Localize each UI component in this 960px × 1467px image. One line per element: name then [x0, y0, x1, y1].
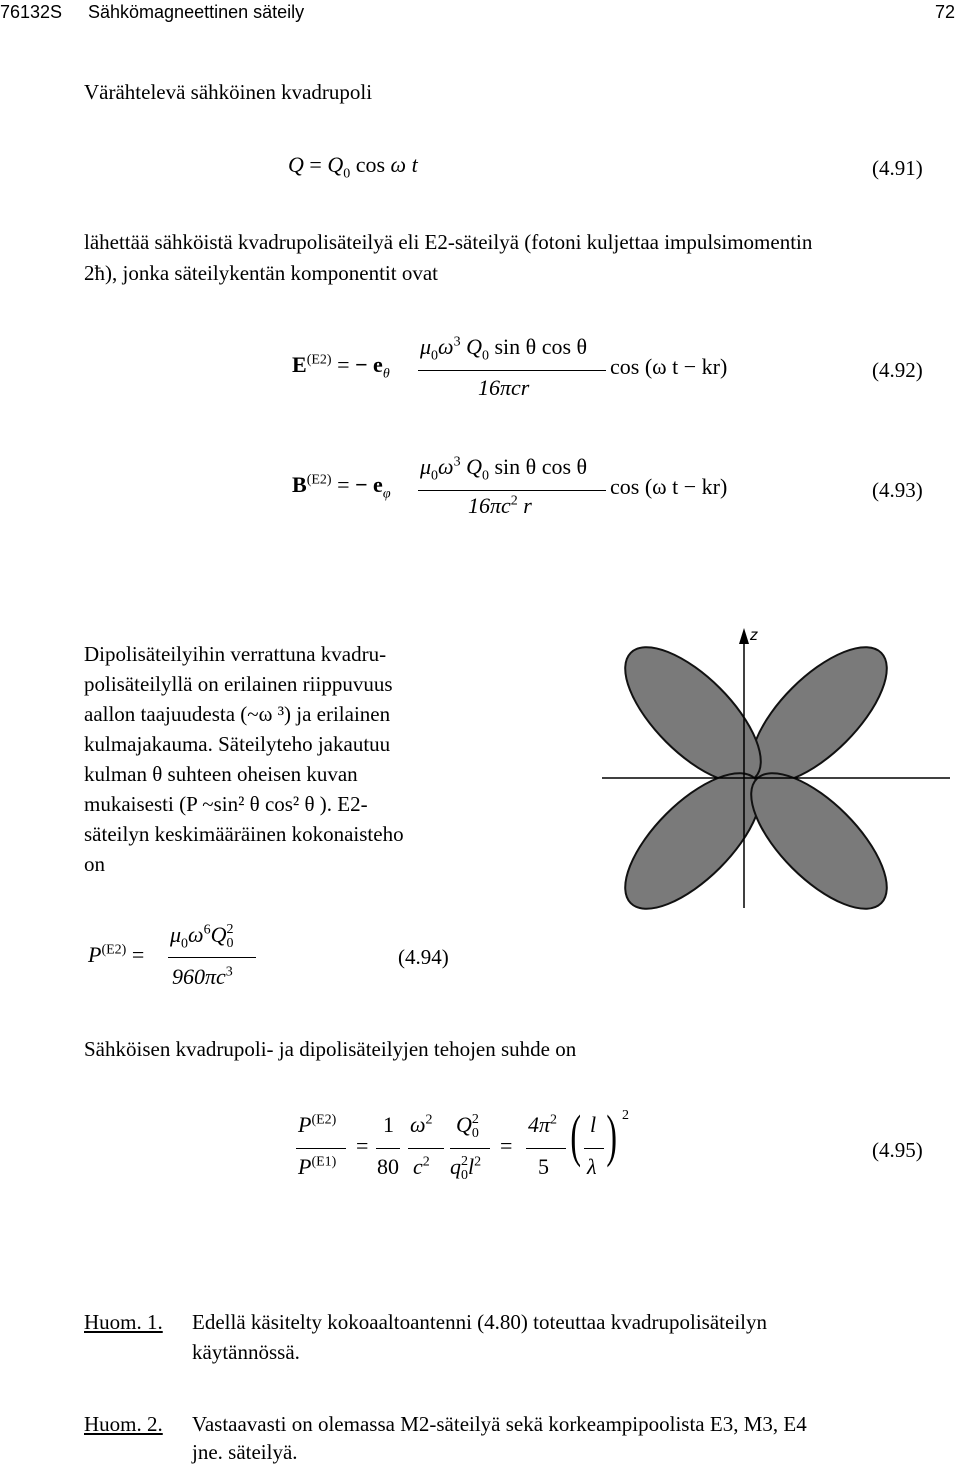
eq493-denominator-sup: 2 — [510, 493, 518, 509]
eq492-mu: μ — [420, 334, 432, 359]
eq494-lhs-group — [88, 942, 144, 968]
eq495-f3-den-l: l — [468, 1154, 475, 1179]
note-1-line-1: Edellä käsitelty kokoaaltoantenni (4.80) toteuttaa kvadrupolisäteilyn — [192, 1310, 767, 1334]
z-axis-label: z — [750, 627, 758, 644]
eq495-f2-fraction-line — [408, 1148, 444, 1149]
eq494-omega-sup: 6 — [203, 922, 211, 938]
eq493-mu-sub: 0 — [431, 468, 439, 484]
eq494-number: (4.94) — [398, 945, 449, 969]
eq492-q-sub: 0 — [481, 348, 489, 364]
eq493-numerator — [420, 454, 587, 484]
eq493-q-sub: 0 — [481, 468, 489, 484]
section-heading: Värähtelevä sähköinen kvadrupoli — [84, 80, 373, 104]
eq492-q: Q — [466, 334, 482, 359]
eq495-f5-fraction-line — [584, 1148, 604, 1149]
eq491-lhs: Q — [288, 152, 304, 177]
eq495-f2-den-group — [413, 1154, 430, 1180]
paragraph-2-line-4: kulmajakauma. Säteilyteho jakautuu — [84, 732, 391, 756]
eq493-lhs-sup: (E2) — [306, 472, 332, 488]
eq494-q-scripts — [226, 923, 233, 951]
eq495-outer-sup: 2 — [622, 1108, 629, 1123]
eq491-omega: ω — [390, 152, 407, 177]
eq495-f5-num: l — [590, 1112, 597, 1137]
eq492-equals: = — [337, 352, 350, 377]
paragraph-2-line-2: polisäteilyllä on erilainen riippuvuus — [84, 672, 393, 696]
eq495-p-den-sup: (E1) — [311, 1154, 337, 1170]
eq492-fraction-line — [418, 370, 606, 371]
eq495-p-den-group — [298, 1154, 336, 1180]
eq494-lhs: P — [88, 942, 102, 967]
eq493-unit-sub: φ — [382, 486, 391, 502]
paragraph-2-line-1: Dipolisäteilyihin verrattuna kvadru- — [84, 642, 387, 666]
note-2-line-2: jne. säteilyä. — [192, 1440, 298, 1464]
eq494-q: Q — [210, 922, 227, 947]
equation-4-91 — [288, 152, 418, 182]
eq493-omega: ω — [438, 454, 454, 479]
paragraph-2-line-8: on — [84, 852, 105, 876]
note-2-label: Huom. 2. — [84, 1412, 163, 1436]
eq495-f3-den-group — [450, 1154, 481, 1183]
eq495-p-num-sup: (E2) — [311, 1112, 337, 1128]
note-1-line-2: käytännössä. — [192, 1340, 300, 1364]
eq495-f3-num-sup: 2 — [471, 1111, 479, 1127]
eq493-denominator-a: 16πc — [468, 493, 511, 518]
eq495-number: (4.95) — [872, 1138, 923, 1162]
eq495-f2-den-sup: 2 — [422, 1154, 430, 1170]
paragraph-2-line-5: kulman θ suhteen oheisen kuvan — [84, 762, 358, 786]
eq495-equals-2: = — [500, 1133, 513, 1158]
eq495-f3-num: Q — [456, 1112, 472, 1137]
eq494-numerator — [170, 922, 233, 952]
paragraph-2-line-6: mukaisesti (P ~sin² θ cos² θ ). E2- — [84, 792, 368, 816]
eq492-trig: sin θ cos θ — [494, 334, 588, 359]
eq492-numerator — [420, 334, 587, 364]
eq495-p-num: P — [298, 1112, 312, 1137]
eq493-lhs: B — [292, 472, 307, 497]
paragraph-2-line-3: aallon taajuudesta (~ω ³) ja erilainen — [84, 702, 391, 726]
eq494-lhs-sup: (E2) — [101, 942, 127, 958]
eq491-t: t — [411, 152, 418, 177]
eq492-cos-term: cos (ω t − kr) — [610, 354, 728, 379]
eq493-equals: = — [337, 472, 350, 497]
eq495-f2-num-sup: 2 — [425, 1112, 433, 1128]
eq495-f4-num-group — [528, 1112, 557, 1138]
eq491-q: Q — [327, 152, 344, 177]
eq492-unit-sub: θ — [382, 366, 390, 382]
eq494-mu-sub: 0 — [181, 936, 189, 952]
eq495-f1-fraction-line — [376, 1148, 400, 1149]
eq495-f3-fraction-line — [450, 1148, 490, 1149]
eq495-left-paren: ( — [570, 1103, 581, 1168]
eq493-cos-term: cos (ω t − kr) — [610, 474, 728, 499]
eq493-q: Q — [466, 454, 482, 479]
eq495-p-num-group — [298, 1112, 336, 1138]
note-2-line-1: Vastaavasti on olemassa M2-säteilyä sekä korkeampipoolista E3, M3, E4 — [192, 1412, 807, 1436]
eq495-f4-fraction-line — [526, 1148, 566, 1149]
eq491-cos: cos — [355, 152, 386, 177]
eq491-equals: = — [309, 152, 322, 177]
eq492-lhs-sup: (E2) — [306, 352, 332, 368]
eq492-omega: ω — [438, 334, 454, 359]
eq495-f4-num-sup: 2 — [550, 1112, 558, 1128]
z-axis-arrow-icon — [739, 628, 749, 644]
eq492-mu-sub: 0 — [431, 348, 439, 364]
eq495-f3-den-q-sub: 0 — [461, 1167, 468, 1183]
course-title: Sähkömagneettinen säteily — [88, 2, 305, 22]
eq495-f1-den: 80 — [377, 1154, 399, 1179]
page-number: 72 — [935, 2, 956, 22]
eq495-f3-num-group — [456, 1112, 479, 1141]
eq493-number: (4.93) — [872, 478, 923, 502]
eq492-number: (4.92) — [872, 358, 923, 382]
paragraph-1-line-1: lähettää sähköistä kvadrupolisäteilyä eli E2-säteilyä (fotoni kuljettaa impulsimomentin — [84, 230, 813, 254]
eq493-denominator — [468, 493, 532, 519]
paragraph-3: Sähköisen kvadrupoli- ja dipolisäteilyjen tehojen suhde on — [84, 1037, 577, 1061]
eq493-unit-vector: − e — [355, 472, 383, 497]
eq493-lhs-group — [292, 472, 391, 502]
eq492-denominator: 16πcr — [478, 375, 530, 400]
eq495-f3-den-q: q — [450, 1154, 461, 1179]
eq492-lhs: E — [292, 352, 307, 377]
eq494-denominator-sup: 3 — [225, 964, 233, 980]
eq495-f1-num: 1 — [383, 1112, 394, 1137]
eq492-omega-sup: 3 — [453, 334, 461, 350]
radiation-pattern-figure — [598, 622, 960, 912]
eq495-f2-num-group — [410, 1112, 433, 1138]
eq495-f4-num: 4π — [528, 1112, 551, 1137]
course-code: 76132S — [0, 2, 63, 22]
paragraph-1-line-2: 2ħ), jonka säteilykentän komponentit ovat — [84, 261, 439, 285]
eq492-unit-vector: − e — [355, 352, 383, 377]
eq495-f3-num-sub: 0 — [471, 1125, 479, 1141]
eq495-lhs-fraction-line — [296, 1148, 346, 1149]
eq493-mu: μ — [420, 454, 432, 479]
eq494-equals: = — [131, 942, 145, 967]
eq495-f3-den-q-scripts — [461, 1155, 468, 1183]
eq491-number: (4.91) — [872, 156, 923, 180]
eq494-denominator: 960πc — [172, 964, 226, 989]
eq495-f3-num-scripts — [472, 1113, 479, 1141]
eq494-q-sup: 2 — [226, 921, 234, 937]
eq491-q-sub: 0 — [343, 166, 351, 182]
eq495-f5-den: λ — [587, 1154, 597, 1179]
eq495-f3-den-q-sup: 2 — [461, 1153, 468, 1169]
eq494-mu: μ — [170, 922, 182, 947]
eq493-omega-sup: 3 — [453, 454, 461, 470]
eq495-f3-den-l-sup: 2 — [474, 1154, 482, 1170]
eq495-equals-1: = — [356, 1133, 369, 1158]
eq493-denominator-b: r — [523, 493, 532, 518]
eq495-f2-den: c — [413, 1154, 423, 1179]
eq494-fraction-line — [168, 957, 256, 958]
eq494-denominator-group — [172, 964, 233, 990]
note-1-label: Huom. 1. — [84, 1310, 163, 1334]
paragraph-2-line-7: säteilyn keskimääräinen kokonaisteho — [84, 822, 404, 846]
eq494-omega: ω — [188, 922, 204, 947]
eq492-lhs-group — [292, 352, 390, 382]
eq495-f2-num: ω — [410, 1112, 426, 1137]
eq495-p-den: P — [298, 1154, 312, 1179]
eq493-fraction-line — [418, 490, 606, 491]
eq495-f4-den: 5 — [538, 1154, 549, 1179]
eq495-right-paren: ) — [606, 1103, 617, 1168]
radiation-lobes — [604, 626, 908, 912]
eq494-q-sub: 0 — [226, 935, 234, 951]
eq493-trig: sin θ cos θ — [494, 454, 588, 479]
